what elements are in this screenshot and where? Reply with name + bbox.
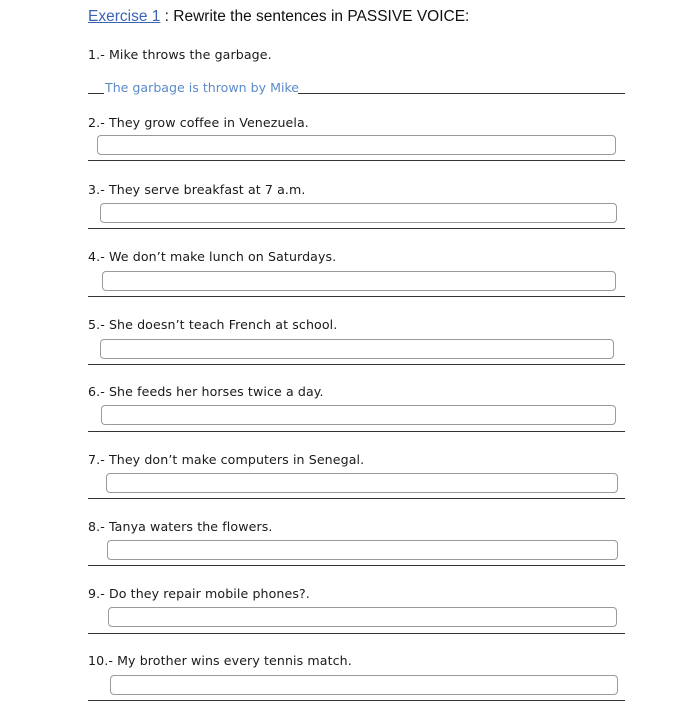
question-1-sentence: 1.- Mike throws the garbage. (88, 47, 272, 62)
answer-line-lead (88, 93, 104, 94)
question-3-answer-input[interactable] (100, 203, 617, 223)
question-4-rule (88, 296, 625, 297)
question-5-rule (88, 364, 625, 365)
question-9-answer-input[interactable] (108, 607, 617, 627)
question-2-sentence: 2.- They grow coffee in Venezuela. (88, 115, 309, 130)
question-10-rule (88, 700, 625, 701)
question-4-sentence: 4.- We don’t make lunch on Saturdays. (88, 249, 337, 264)
question-8-rule (88, 565, 625, 566)
exercise-title (88, 8, 469, 26)
example-answer: The garbage is thrown by Mike (105, 80, 300, 95)
question-6-rule (88, 431, 625, 432)
question-6-answer-input[interactable] (101, 405, 616, 425)
question-3-sentence: 3.- They serve breakfast at 7 a.m. (88, 182, 306, 197)
question-7-answer-input[interactable] (106, 473, 618, 493)
question-2-rule (88, 160, 625, 161)
question-3-rule (88, 228, 625, 229)
question-9-rule (88, 633, 625, 634)
answer-line-rest (298, 93, 625, 94)
question-2-answer-input[interactable] (97, 135, 616, 155)
example-answer-line (88, 78, 625, 96)
question-6-sentence: 6.- She feeds her horses twice a day. (88, 384, 324, 399)
question-8-answer-input[interactable] (107, 540, 618, 560)
question-5-sentence: 5.- She doesn’t teach French at school. (88, 317, 338, 332)
question-7-rule (88, 498, 625, 499)
question-10-answer-input[interactable] (110, 675, 618, 695)
exercise-link[interactable]: Exercise 1 (88, 8, 161, 25)
question-10-sentence: 10.- My brother wins every tennis match. (88, 653, 352, 668)
title-separator: : (160, 8, 174, 25)
question-8-sentence: 8.- Tanya waters the flowers. (88, 519, 273, 534)
question-7-sentence: 7.- They don’t make computers in Senegal. (88, 452, 365, 467)
question-5-answer-input[interactable] (100, 339, 614, 359)
question-4-answer-input[interactable] (102, 271, 616, 291)
exercise-instruction: Rewrite the sentences in PASSIVE VOICE: (173, 8, 470, 25)
question-9-sentence: 9.- Do they repair mobile phones?. (88, 586, 310, 601)
